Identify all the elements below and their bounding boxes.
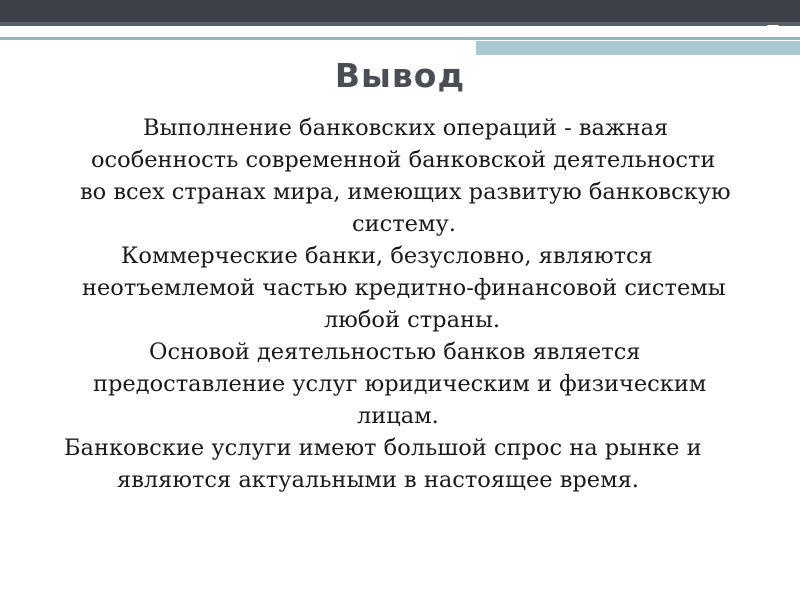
text-line-2: особенность современной банковской деятельности [91, 147, 716, 173]
text-line-12: являются актуальными в настоящее время. [117, 467, 639, 493]
text-line-3: во всех странах мира, имеющих развитую банковскую [80, 179, 731, 205]
triangle-arrow-icon [767, 25, 779, 33]
text-line-9: предоставление услуг юридическим и физическим [93, 371, 707, 397]
text-line-11: Банковские услуги имеют большой спрос на рынке и [64, 435, 702, 461]
accent-block [476, 41, 800, 55]
text-line-6: неотъемлемой частью кредитно-финансовой системы [82, 275, 726, 301]
text-line-7: любой страны. [324, 307, 501, 333]
top-header-shadow [0, 22, 800, 26]
text-line-8: Основой деятельностью банков является [149, 339, 641, 365]
text-line-10: лицам. [357, 403, 439, 429]
text-line-4: систему. [352, 211, 456, 237]
slide-title: Вывод [334, 56, 466, 95]
accent-line [0, 37, 800, 40]
text-line-5: Коммерческие банки, безусловно, являются [121, 243, 653, 269]
top-header-bar [0, 0, 800, 22]
text-line-1: Выполнение банковских операций - важная [143, 115, 669, 141]
